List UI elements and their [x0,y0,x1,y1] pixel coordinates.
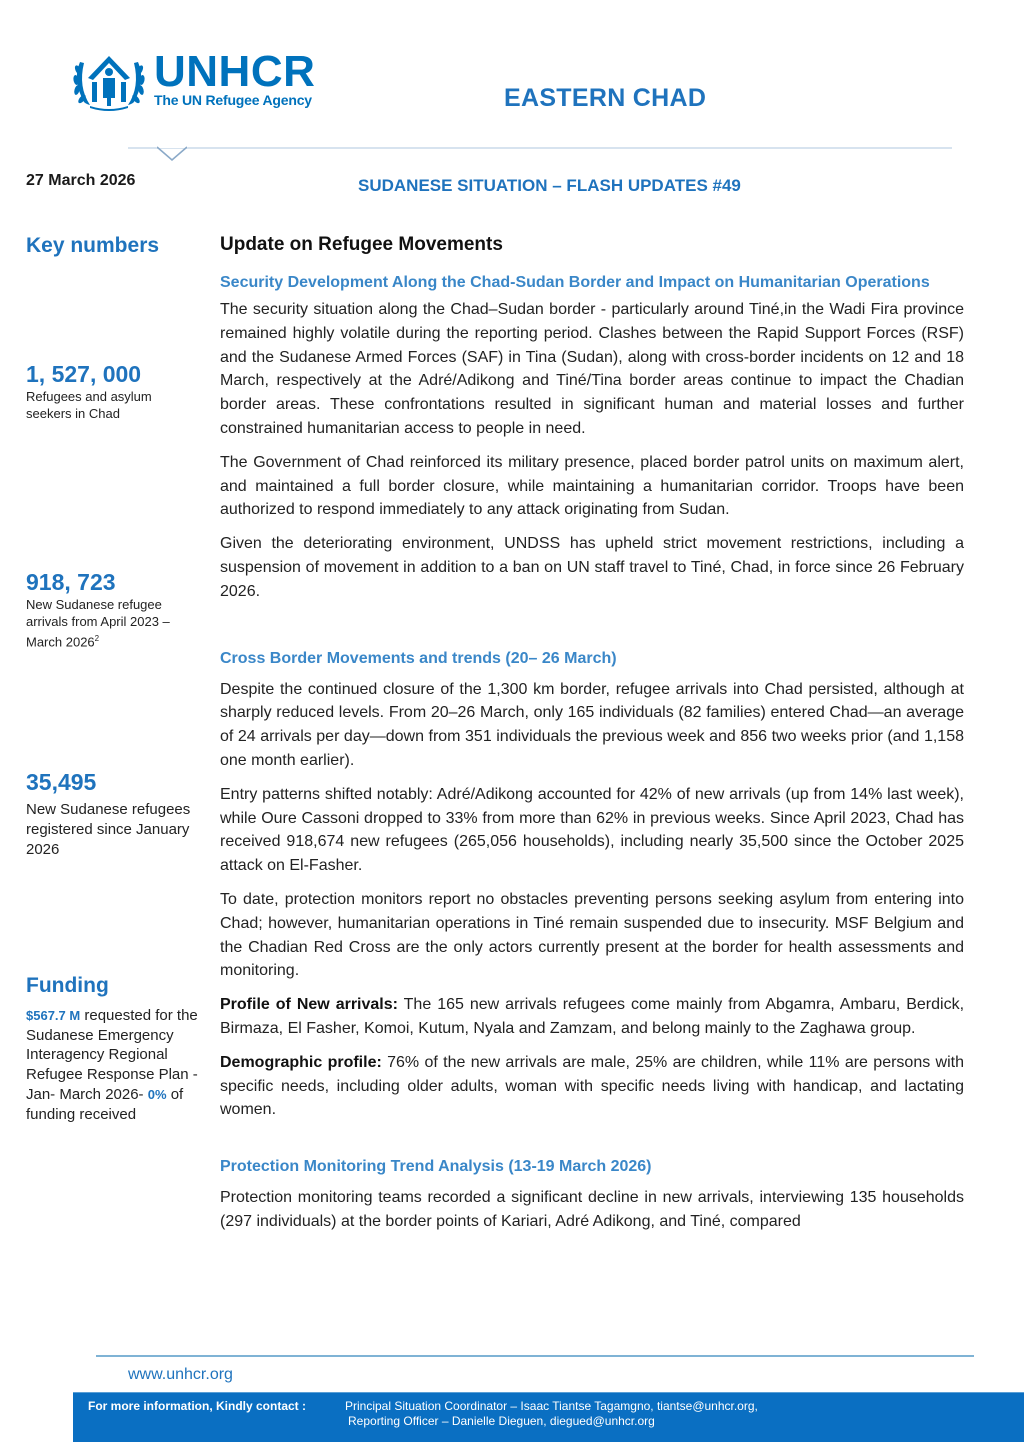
key-number-registered-2026 [26,768,198,860]
funding-amount: $567.7 M [26,1008,81,1023]
logo-wordmark: UNHCR [154,47,316,96]
sidebar-key-numbers [26,234,198,1123]
paragraph: Despite the continued closure of the 1,300 km border, refugee arrivals into Chad persisted, although at sharply reduced levels. From 20–26 March, only 165 individuals (82 families) entered Chad—an average of 24 arrivals per day—down from 351 individuals the previous week and 856 two weeks prior (and 1,158 one month earlier). [220,680,964,769]
contact-list [345,1399,758,1429]
key-number-value: 1, 527, 000 [26,361,142,387]
contact-coordinator[interactable]: Principal Situation Coordinator – Isaac Tiantse Tagamgno, tiantse@unhcr.org, [345,1399,758,1413]
profile-paragraph: Profile of New arrivals: The 165 new arrivals refugees come mainly from Abgamra, Ambaru, Berdick, Birmaza, El Fasher, Komoi, Kutum, Nyala and Zamzam, and belong mainly to the Zaghawa group. [220,996,965,1037]
paragraph: Given the deteriorating environment, UNDSS has upheld strict movement restrictions, including a suspension of movement in addition to a ban on UN staff travel to Tiné, Chad, in force since 26 February 2026. [220,535,964,600]
logo-tagline: The UN Refugee Agency [154,92,312,108]
paragraph: To date, protection monitors report no obstacles preventing persons seeking asylum from entering into Chad; however, humanitarian operations in Tiné remain suspended due to insecurity. MSF Belgium and the Chadian Red Cross are the only actors currently present at the border for health assessments and monitoring. [220,890,964,980]
website-link[interactable]: www.unhcr.org [128,1366,233,1383]
key-number-new-arrivals [26,568,198,650]
key-number-label: Refugees and asylum seekers in Chad [26,389,152,421]
funding-heading: Funding [26,974,109,997]
section-title-cross-border: Cross Border Movements and trends (20– 26 March) [220,649,617,667]
logo-text [154,47,316,108]
profile-label: Profile of New arrivals: [220,996,398,1014]
section-title-security: Security Development Along the Chad-Sudan Border and Impact on Humanitarian Operations [220,274,930,291]
key-number-value: 35,495 [26,769,97,795]
main-content [220,234,964,1234]
contact-reporting-officer[interactable]: Reporting Officer – Danielle Dieguen, diegued@unhcr.org [348,1414,655,1428]
paragraph: Entry patterns shifted notably: Adré/Adikong accounted for 42% of new arrivals (up from 14% last week), while Oure Cassoni dropped to 33% from more than 62% in previous weeks. Since April 2023, Chad has received 918,674 new refugees (265,056 households), including nearly 35,500 since the October 2025 attack on El-Fasher. [220,785,964,875]
funding-text: $567.7 M requested for the Sudanese Emergency Interagency Regional Refugee Response Plan - Jan- March 2026- 0% of funding received [26,1007,198,1123]
key-number-value: 918, 723 [26,569,116,595]
region-title: EASTERN CHAD [504,84,707,112]
key-number-label: New Sudanese refugee arrivals from April 2023 – March 2026$^2$ [26,597,170,650]
section-title-protection-monitoring: Protection Monitoring Trend Analysis (13-19 March 2026) [220,1158,652,1176]
contact-band [73,1392,1024,1442]
demographic-paragraph: Demographic profile: 76% of the new arrivals are male, 25% are children, while 11% are persons with specific needs, including older adults, woman with specific needs living with handicap, and lactating women. [220,1053,965,1119]
demographic-label: Demographic profile: [220,1053,382,1071]
footnote-marker: 2 [94,634,100,643]
funding-block [26,974,198,1124]
header-divider [128,147,952,149]
report-date: 27 March 2026 [26,172,136,189]
main-heading: Update on Refugee Movements [220,234,503,255]
paragraph: The Government of Chad reinforced its military presence, placed border patrol units on maximum alert, and maintained a full border closure, while maintaining a humanitarian corridor. Troops have been authorized to respond immediately to any attack originating from Sudan. [220,453,964,519]
document-title: SUDANESE SITUATION – FLASH UPDATES #49 [358,176,741,195]
contact-label: For more information, Kindly contact : [88,1399,307,1413]
funding-percent: 0% [147,1086,167,1102]
unhcr-emblem-icon [70,48,148,112]
paragraph: Protection monitoring teams recorded a significant decline in new arrivals, interviewing 135 households (297 individuals) at the border points of Kariari, Adré Adikong, and Tiné, compared [220,1189,964,1230]
key-number-total-refugees [26,360,198,422]
key-numbers-heading: Key numbers [26,234,160,257]
paragraph: The security situation along the Chad–Sudan border - particularly around Tiné,in the Wadi Fira province remained highly volatile during the reporting period. Clashes between the Rapid Support Forces (RSF) and the Sudanese Armed Forces (SAF) in Tina (Sudan), along with cross-border incidents on 12 and 18 March, respectively at the Adré/Adikong and Tiné/Tina border areas continue to impact the Chadian border areas. These confrontations resulted in significant human and material losses and further constrained humanitarian access to people in need. [220,301,964,437]
footer-divider [96,1355,974,1357]
key-number-label: New Sudanese refugees registered since January 2026 [26,801,191,858]
unhcr-logo [70,48,340,112]
chevron-down-icon [156,146,188,162]
